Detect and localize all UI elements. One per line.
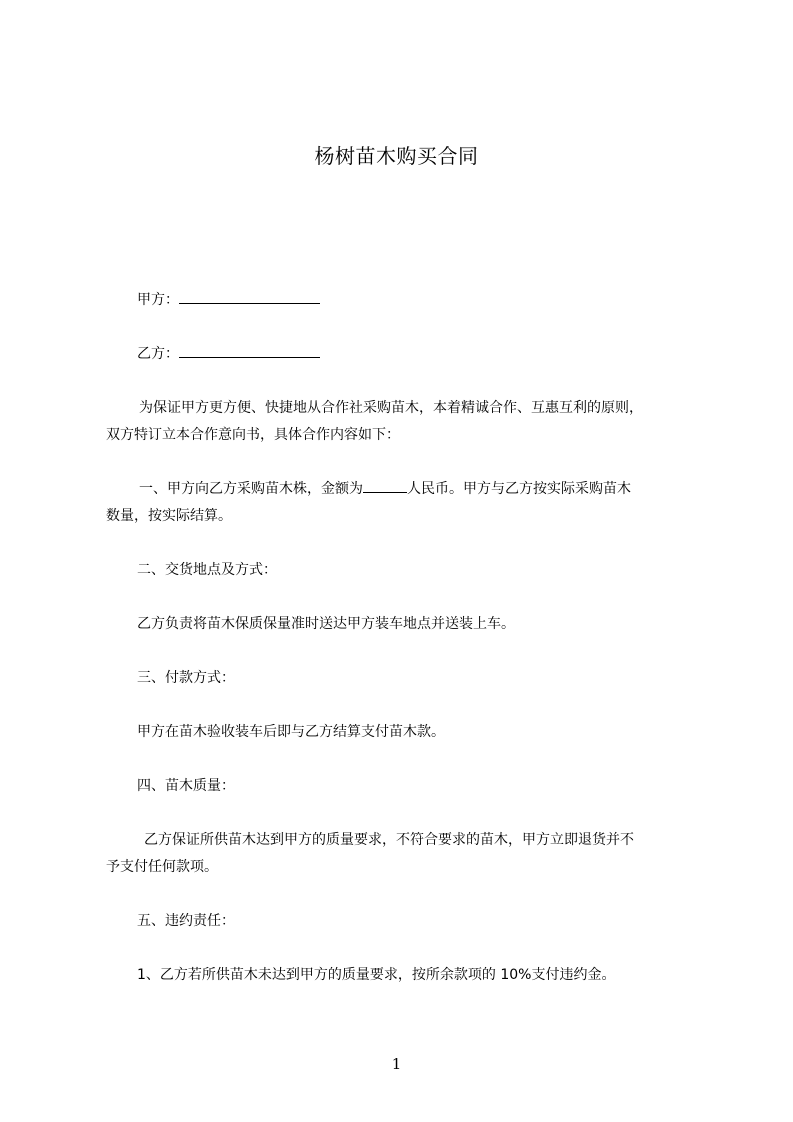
- section-5-heading: 五、违约责任：: [137, 913, 235, 929]
- clause-1-text-a: 一、甲方向乙方采购苗木株，金额为: [139, 481, 363, 497]
- page-number: 1: [391, 1055, 402, 1073]
- section-4-body-line-2: 予支付任何款项。: [106, 859, 218, 875]
- section-4-heading: 四、苗木质量：: [137, 778, 235, 794]
- section-2-body: 乙方负责将苗木保质保量准时送达甲方装车地点并送装上车。: [137, 616, 515, 632]
- intro-line-1: 为保证甲方更方便、快捷地从合作社采购苗木，本着精诚合作、互惠互利的原则，: [139, 400, 643, 416]
- party-a-line: [137, 290, 320, 310]
- clause-1-text-b: 人民币。甲方与乙方按实际采购苗木: [407, 481, 631, 497]
- party-b-blank: [179, 344, 320, 358]
- party-b-label: 乙方：: [137, 346, 179, 362]
- section-5-item-1: 1、乙方若所供苗木未达到甲方的质量要求，按所余款项的 10%支付违约金。: [137, 967, 616, 983]
- party-a-blank: [179, 290, 320, 304]
- section-4-body-line-1: 乙方保证所供苗木达到甲方的质量要求，不符合要求的苗木，甲方立即退货并不: [144, 832, 634, 848]
- document-title: 杨树苗木购买合同: [314, 144, 479, 168]
- party-b-line: [137, 344, 320, 364]
- section-3-heading: 三、付款方式：: [137, 670, 235, 686]
- party-a-label: 甲方：: [137, 292, 179, 308]
- amount-blank: [363, 479, 407, 493]
- clause-1-line-2: 数量，按实际结算。: [106, 508, 232, 524]
- intro-line-2: 双方特订立本合作意向书，具体合作内容如下：: [106, 427, 400, 443]
- section-2-heading: 二、交货地点及方式：: [137, 562, 277, 578]
- section-3-body: 甲方在苗木验收装车后即与乙方结算支付苗木款。: [137, 724, 445, 740]
- clause-1-line-1: [139, 479, 631, 499]
